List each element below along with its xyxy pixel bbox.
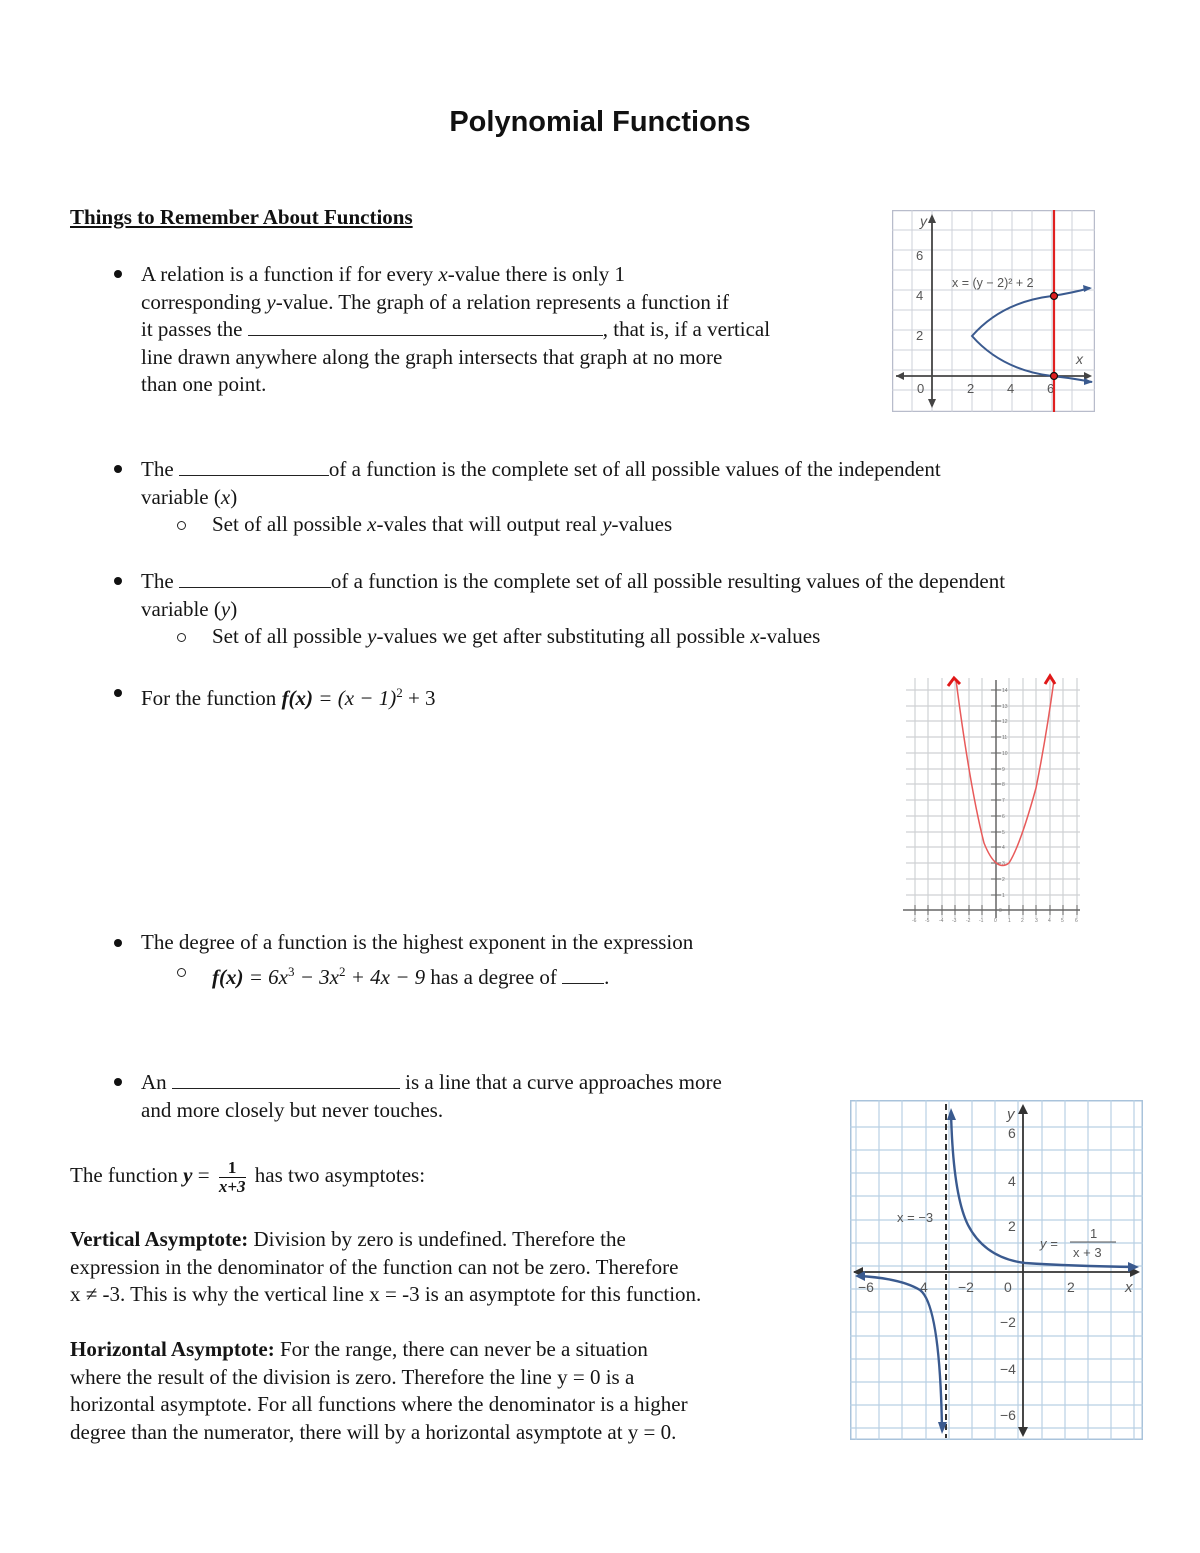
svg-text:2: 2 — [1021, 918, 1024, 923]
svg-text:4: 4 — [916, 288, 924, 303]
graph-reciprocal-function — [850, 1100, 1143, 1440]
svg-text:y =: y = — [1040, 1236, 1058, 1251]
svg-text:4: 4 — [1048, 918, 1051, 923]
bullet-marker — [114, 465, 122, 473]
svg-text:1: 1 — [1090, 1226, 1098, 1241]
svg-text:6: 6 — [1002, 814, 1005, 820]
svg-text:6: 6 — [1075, 918, 1078, 923]
fill-in-blank-degree[interactable] — [562, 965, 604, 984]
sub-bullet-degree-example: $f(x) = 6x^3 - 3x^2 + 4x - 9$ has a degree of . — [212, 964, 610, 989]
svg-text:x: x — [1125, 1279, 1133, 1296]
bullet-domain: The of a function is the complete set of all possible values of the independent variable (x) — [141, 457, 941, 509]
bullet-marker — [114, 689, 122, 697]
svg-text:11: 11 — [1002, 735, 1008, 741]
svg-text:6: 6 — [916, 248, 924, 263]
svg-text:4: 4 — [1007, 381, 1015, 396]
fill-in-blank-domain[interactable] — [179, 457, 329, 476]
svg-text:10: 10 — [1002, 751, 1008, 757]
svg-text:-5: -5 — [925, 918, 930, 923]
fill-in-blank-vertical-line-test[interactable] — [248, 317, 603, 336]
graph-sideways-parabola — [892, 210, 1095, 412]
svg-text:1: 1 — [1008, 918, 1011, 923]
svg-text:4: 4 — [1008, 1173, 1016, 1189]
svg-text:−4: −4 — [1000, 1361, 1016, 1377]
sub-bullet-marker — [177, 521, 186, 530]
svg-text:x: x — [1076, 351, 1083, 367]
svg-text:4: 4 — [1002, 845, 1005, 851]
svg-text:2: 2 — [1002, 877, 1005, 883]
svg-text:13: 13 — [1002, 704, 1008, 710]
svg-text:x = (y − 2)² + 2: x = (y − 2)² + 2 — [952, 276, 1034, 290]
svg-text:−2: −2 — [958, 1279, 974, 1295]
fill-in-blank-range[interactable] — [179, 569, 331, 588]
bullet-marker — [114, 577, 122, 585]
svg-text:y: y — [1007, 1106, 1015, 1123]
bullet-marker — [114, 270, 122, 278]
svg-text:14: 14 — [1002, 688, 1008, 694]
svg-text:−2: −2 — [1000, 1314, 1016, 1330]
fill-in-blank-asymptote[interactable] — [172, 1070, 400, 1089]
svg-text:0: 0 — [1004, 1279, 1012, 1295]
graph-upward-parabola — [898, 668, 1083, 923]
svg-text:−6: −6 — [1000, 1407, 1016, 1423]
fraction: $\frac{1}{x+3}$ — [218, 1157, 246, 1196]
svg-text:3: 3 — [1002, 861, 1005, 867]
svg-text:1: 1 — [1002, 893, 1005, 899]
svg-text:2: 2 — [1008, 1218, 1016, 1234]
svg-text:12: 12 — [1002, 719, 1008, 725]
svg-text:2: 2 — [1067, 1279, 1075, 1295]
svg-text:-1: -1 — [979, 918, 984, 923]
page-title: Polynomial Functions — [449, 106, 751, 138]
bullet-range: The of a function is the complete set of all possible resulting values of the dependent variable (y) — [141, 569, 1006, 621]
section-heading: Things to Remember About Functions — [70, 205, 413, 229]
bullet-function-definition: A relation is a function if for every x-value there is only 1 corresponding y-value. The graph of a relation represents a function if it passes the , that is, if a vertical line drawn anywhere along the graph intersects that graph at no more than one point. — [141, 262, 771, 396]
vertical-asymptote-label: Vertical Asymptote: — [70, 1227, 249, 1251]
svg-text:0: 0 — [999, 908, 1002, 914]
sub-bullet-marker — [177, 968, 186, 977]
svg-text:-4: -4 — [939, 918, 944, 923]
sub-bullet-marker — [177, 633, 186, 642]
svg-text:7: 7 — [1002, 798, 1005, 804]
svg-text:5: 5 — [1002, 830, 1005, 836]
bullet-degree: The degree of a function is the highest exponent in the expression — [141, 930, 694, 954]
svg-text:x + 3: x + 3 — [1073, 1245, 1102, 1260]
bullet-function-example: For the function $f(x) = (x - 1)^2 + 3$ — [141, 685, 436, 710]
svg-text:6: 6 — [1008, 1125, 1016, 1141]
svg-text:0: 0 — [994, 918, 997, 923]
svg-text:6: 6 — [1047, 381, 1055, 396]
svg-text:8: 8 — [1002, 782, 1005, 788]
bullet-marker — [114, 939, 122, 947]
svg-text:-2: -2 — [966, 918, 971, 923]
svg-text:−6: −6 — [858, 1279, 874, 1295]
svg-text:2: 2 — [967, 381, 975, 396]
svg-text:4: 4 — [920, 1279, 928, 1295]
sub-bullet-domain: Set of all possible x-vales that will output real y-values — [212, 512, 673, 536]
function-intro: The function y = $\frac{1}{x+3}$ has two asymptotes: — [70, 1157, 426, 1196]
svg-text:3: 3 — [1035, 918, 1038, 923]
svg-text:y: y — [920, 213, 927, 229]
svg-text:x = −3: x = −3 — [897, 1210, 934, 1225]
bullet-asymptote: An is a line that a curve approaches more and more closely but never touches. — [141, 1070, 722, 1122]
svg-text:0: 0 — [917, 381, 925, 396]
vertical-asymptote-paragraph: Vertical Asymptote: Division by zero is undefined. Therefore the expression in the denominator of the function can not be zero. Therefore x ≠ -3. This is why the vertical line x = -3 is an asymptote for this function. — [70, 1227, 702, 1306]
svg-text:2: 2 — [916, 328, 924, 343]
horizontal-asymptote-label: Horizontal Asymptote: — [70, 1337, 275, 1361]
svg-text:9: 9 — [1002, 767, 1005, 773]
svg-text:5: 5 — [1061, 918, 1064, 923]
bullet-marker — [114, 1078, 122, 1086]
svg-text:-6: -6 — [912, 918, 917, 923]
horizontal-asymptote-paragraph: Horizontal Asymptote: For the range, there can never be a situation where the result of the division is zero. Therefore the line y = 0 is a horizontal asymptote. For all functions where the denominator is a higher degree than the numerator, there will by a horizontal asymptote at y = 0. — [70, 1337, 688, 1444]
svg-text:-3: -3 — [952, 918, 957, 923]
sub-bullet-range: Set of all possible y-values we get after substituting all possible x-values — [212, 624, 821, 648]
